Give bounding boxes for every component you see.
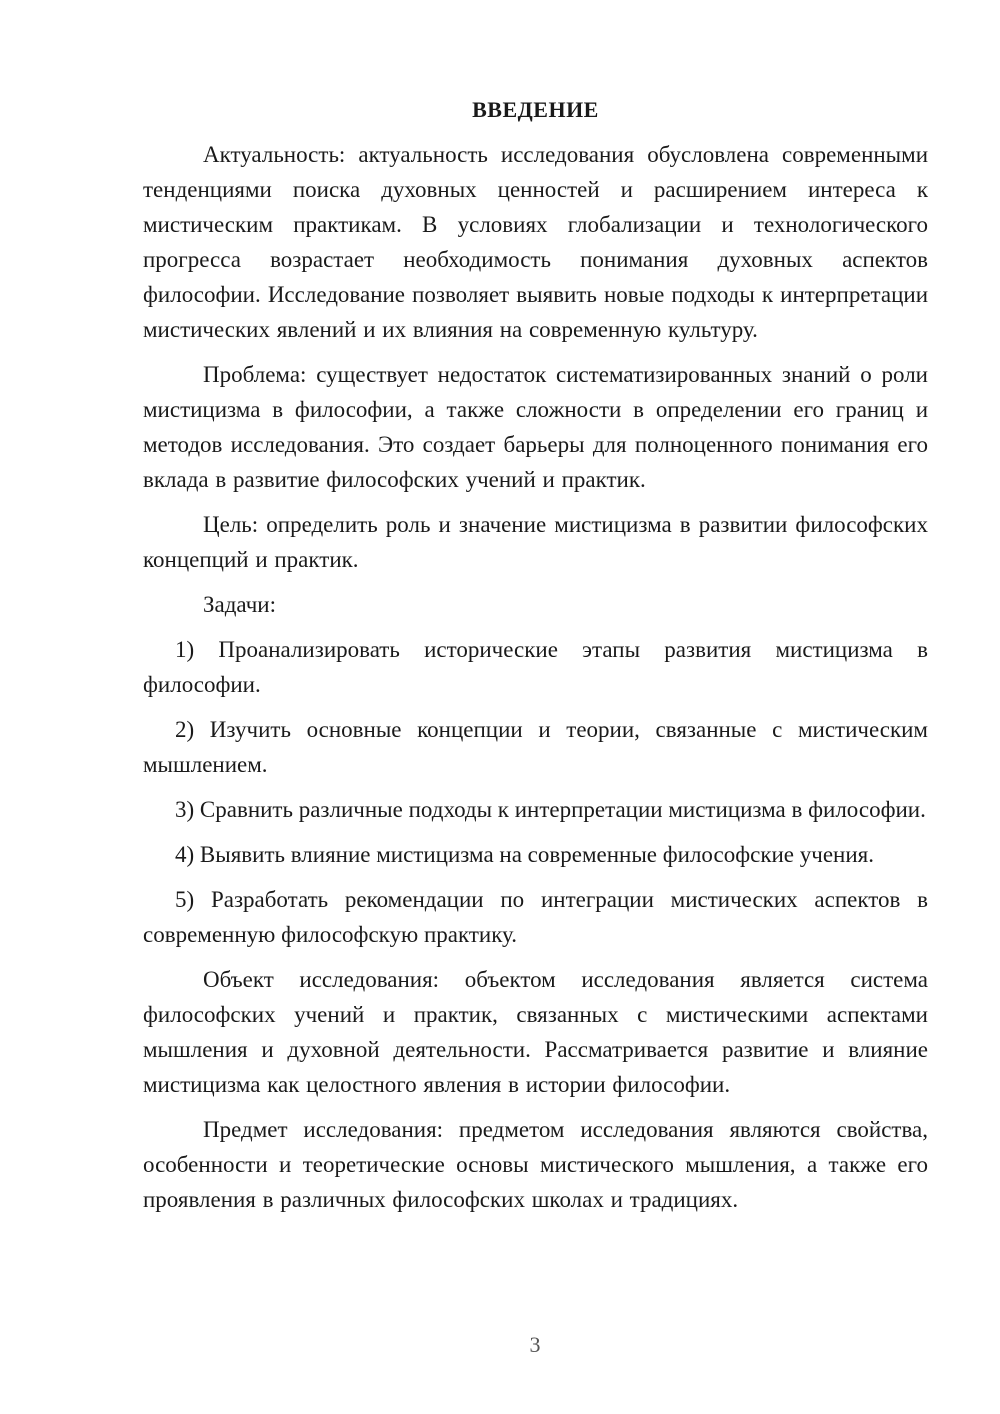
subject-paragraph: Предмет исследования: предметом исследования являются свойства, особенности и теоретические основы мистического мышления, а также его проявления в различных философских школах и традициях. (143, 1117, 928, 1212)
task-item-2: 2) Изучить основные концепции и теории, связанные с мистическим мышлением. (143, 717, 928, 777)
page-number: 3 (529, 1332, 541, 1357)
object-paragraph: Объект исследования: объектом исследования является система философских учений и практик, связанных с мистическими аспектами мышления и духовной деятельности. Рассматривается развитие и влияние мистицизма как целостного явления в истории философии. (143, 967, 928, 1097)
page-content (143, 95, 928, 1227)
task-item-3: 3) Сравнить различные подходы к интерпретации мистицизма в философии. (175, 797, 926, 822)
task-item-1: 1) Проанализировать исторические этапы развития мистицизма в философии. (143, 637, 928, 697)
relevance-paragraph: Актуальность: актуальность исследования обусловлена современными тенденциями поиска духовных ценностей и расширением интереса к мистическим практикам. В условиях глобализации и технологического прогресса возрастает необходимость понимания духовных аспектов философии. Исследование позволяет выявить новые подходы к интерпретации мистических явлений и их влияния на современную культуру. (143, 142, 928, 342)
section-heading: ВВЕДЕНИЕ (472, 97, 599, 122)
problem-paragraph: Проблема: существует недостаток систематизированных знаний о роли мистицизма в философии, а также сложности в определении его границ и методов исследования. Это создает барьеры для полноценного понимания его вклада в развитие философских учений и практик. (143, 362, 928, 492)
task-item-5: 5) Разработать рекомендации по интеграции мистических аспектов в современную философскую практику. (143, 887, 928, 947)
goal-paragraph: Цель: определить роль и значение мистицизма в развитии философских концепций и практик. (143, 512, 928, 572)
task-item-4: 4) Выявить влияние мистицизма на современные философские учения. (175, 842, 874, 867)
tasks-label: Задачи: (203, 592, 276, 617)
